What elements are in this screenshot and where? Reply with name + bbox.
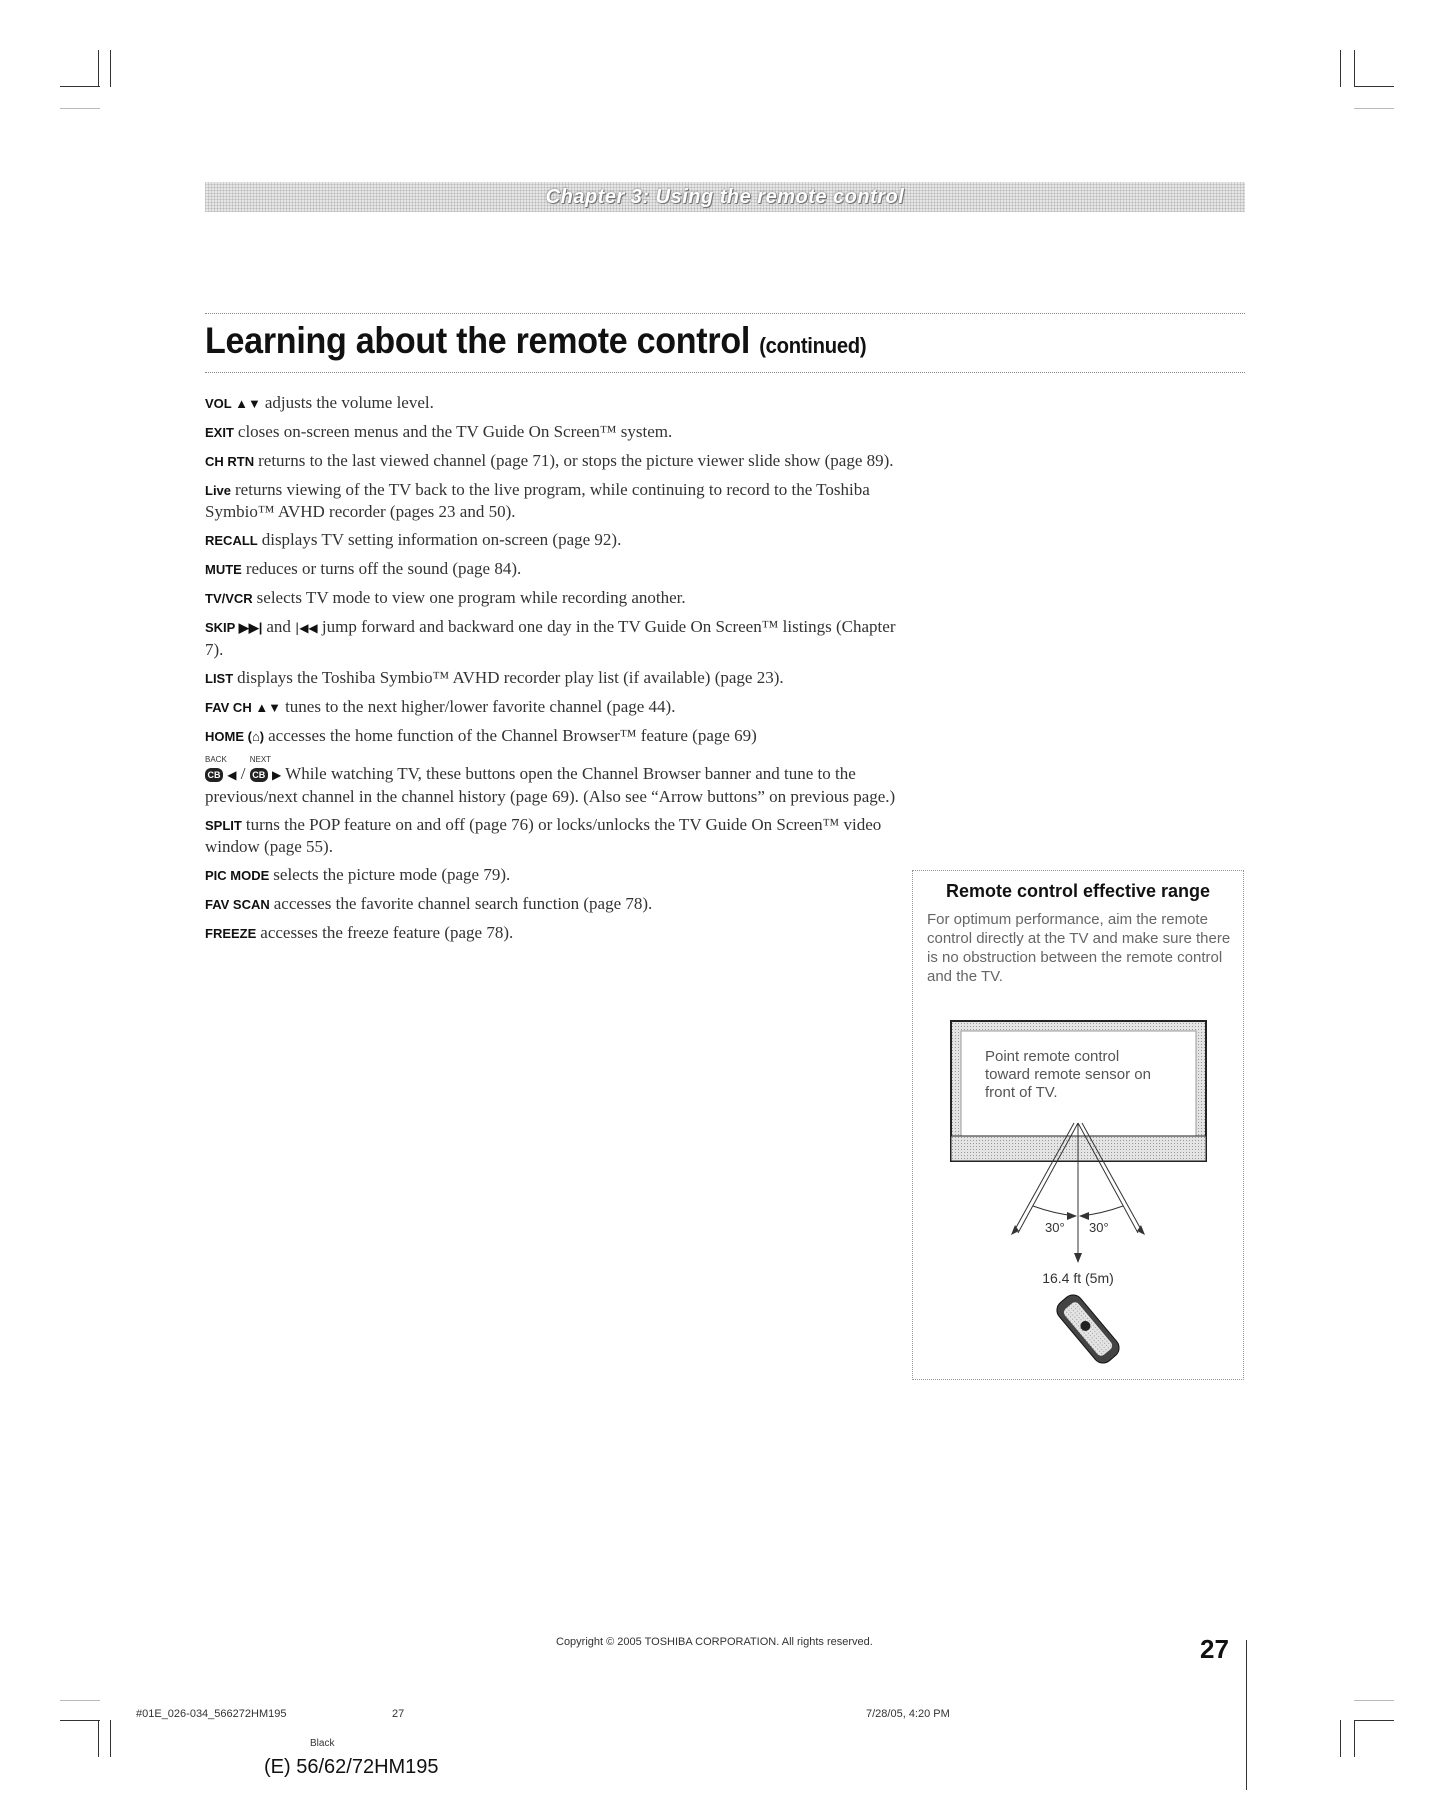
crop-mark (1354, 1720, 1394, 1721)
crop-mark (1354, 50, 1355, 87)
arrowhead (1079, 1212, 1089, 1220)
print-file-page: 27 (392, 1708, 405, 1720)
entry-home (205, 725, 905, 747)
page-title-text: Learning about the remote control (205, 320, 751, 361)
title-rule-top (205, 313, 1245, 314)
entry-exit (205, 421, 905, 443)
angle-left-label: 30° (1045, 1220, 1065, 1235)
entry-live (205, 479, 905, 522)
entry-list (205, 667, 905, 689)
crop-mark (110, 1720, 111, 1757)
entry-skip (205, 616, 905, 660)
entry-recall (205, 529, 905, 551)
range-diagram (913, 1011, 1243, 1376)
page-edge-rule (1246, 1640, 1247, 1790)
diagram-screen-line-3: front of TV. (985, 1084, 1058, 1101)
arrowhead (1137, 1225, 1145, 1235)
entry-key: MUTE (205, 562, 242, 577)
crop-mark (60, 108, 100, 109)
next-label: NEXT (249, 755, 272, 764)
back-label: BACK (205, 755, 227, 764)
crop-mark (98, 50, 99, 87)
sidebar-text: For optimum performance, aim the remote control directly at the TV and make sure there is no obstruction between the remote control and the TV. (927, 911, 1231, 985)
entry-fav-ch (205, 696, 905, 718)
entry-back-next: BACK CB ◀ / NEXT CB ▶ While watching TV, these buttons open the Channel Browser banner and tune to the previous/next channel in the channel history (page 69). (Also see “Arrow buttons” on previous page.) (205, 757, 905, 807)
title-rule-bottom (205, 372, 1245, 373)
entry-text: displays the Toshiba Symbio™ AVHD recorder play list (if available) (page 23). (237, 668, 784, 687)
entry-key: SKIP ▶▶| (205, 620, 263, 635)
entry-key: FREEZE (205, 926, 257, 941)
diagram-screen-line-2: toward remote sensor on (985, 1066, 1151, 1083)
entry-text: accesses the home function of the Channel Browser™ feature (page 69) (268, 726, 757, 745)
entry-key: TV/VCR (205, 591, 253, 606)
page-title (205, 320, 866, 362)
entry-key: PIC MODE (205, 868, 270, 883)
arrowhead (1067, 1212, 1077, 1220)
crop-mark (60, 1700, 100, 1701)
entry-key: VOL ▲▼ (205, 396, 261, 411)
entry-key: CH RTN (205, 454, 255, 469)
entry-key: Live (205, 483, 232, 498)
entry-key: LIST (205, 671, 234, 686)
entry-text: reduces or turns off the sound (page 84). (245, 559, 522, 578)
page-title-suffix: (continued) (759, 333, 867, 358)
entry-text: tunes to the next higher/lower favorite channel (page 44). (285, 697, 676, 716)
entry-text: returns to the last viewed channel (page 71), or stops the picture viewer slide show (page 89). (258, 451, 894, 470)
entry-tv-vcr (205, 587, 905, 609)
print-timestamp: 7/28/05, 4:20 PM (866, 1708, 950, 1720)
entry-text: selects TV mode to view one program while recording another. (256, 588, 686, 607)
arrow-right-icon: ▶ (271, 768, 282, 782)
copyright: Copyright © 2005 TOSHIBA CORPORATION. All rights reserved. (556, 1636, 873, 1648)
entry-text: jump forward and backward one day in the TV Guide On Screen™ listings (Chapter 7). (205, 617, 896, 659)
crop-mark (1354, 1700, 1394, 1701)
entry-text: closes on-screen menus and the TV Guide On Screen™ system. (237, 422, 673, 441)
entry-text-before: and (266, 617, 291, 636)
entry-pic-mode (205, 864, 905, 886)
arrowhead (1011, 1225, 1019, 1235)
diagram-screen-line-1: Point remote control (985, 1048, 1120, 1065)
entry-key: FAV CH ▲▼ (205, 700, 282, 715)
back-button-icon: BACK CB (205, 757, 223, 784)
entry-key: EXIT (205, 425, 234, 440)
entry-text: selects the picture mode (page 79). (273, 865, 511, 884)
entry-key: HOME (⌂) (205, 729, 265, 744)
skip-back-icon: |◀◀ (295, 621, 318, 635)
crop-mark (98, 1720, 99, 1757)
crop-mark (1354, 1720, 1355, 1757)
entry-text: accesses the favorite channel search function (page 78). (273, 894, 653, 913)
entry-text: returns viewing of the TV back to the live program, while continuing to record to the Toshiba Symbio™ AVHD recorder (pages 23 and 50). (205, 480, 870, 521)
crop-mark (1354, 108, 1394, 109)
entry-text: turns the POP feature on and off (page 76) or locks/unlocks the TV Guide On Screen™ video window (page 55). (205, 815, 882, 856)
sidebar-title: Remote control effective range (945, 881, 1211, 901)
entry-text: While watching TV, these buttons open the Channel Browser banner and tune to the previous/next channel in the channel history (page 69). (Also see “Arrow buttons” on previous page.) (205, 764, 896, 806)
entry-ch-rtn (205, 450, 905, 472)
color-plate: Black (310, 1738, 335, 1749)
entry-mute (205, 558, 905, 580)
entry-split (205, 814, 905, 857)
chapter-banner (205, 182, 1245, 212)
button-description-list (205, 392, 905, 951)
crop-mark (1354, 86, 1394, 87)
crop-mark (110, 50, 111, 87)
remote-control-icon (1053, 1291, 1123, 1367)
crop-mark (60, 1720, 100, 1721)
model-number: (E) 56/62/72HM195 (264, 1756, 439, 1778)
entry-key: FAV SCAN (205, 897, 270, 912)
arrow-left-icon: ◀ (227, 768, 237, 782)
crop-mark (1340, 50, 1341, 87)
arrowhead (1074, 1253, 1082, 1263)
entry-text: accesses the freeze feature (page 78). (260, 923, 514, 942)
entry-key: RECALL (205, 533, 258, 548)
next-button-icon: NEXT CB (250, 757, 268, 784)
entry-vol (205, 392, 905, 414)
entry-text: displays TV setting information on-screen (page 92). (261, 530, 622, 549)
angle-right-label: 30° (1089, 1220, 1109, 1235)
entry-fav-scan (205, 893, 905, 915)
entry-text: adjusts the volume level. (264, 393, 434, 412)
entry-key: SPLIT (205, 818, 242, 833)
crop-mark (1340, 1720, 1341, 1757)
print-file-id: #01E_026-034_566272HM195 (136, 1708, 287, 1720)
page-number: 27 (1200, 1634, 1229, 1664)
distance-label: 16.4 ft (5m) (1042, 1270, 1114, 1286)
crop-mark (60, 86, 100, 87)
chapter-banner-text: Chapter 3: Using the remote control (545, 186, 905, 208)
remote-range-sidebar (912, 870, 1244, 1380)
entry-freeze (205, 922, 905, 944)
